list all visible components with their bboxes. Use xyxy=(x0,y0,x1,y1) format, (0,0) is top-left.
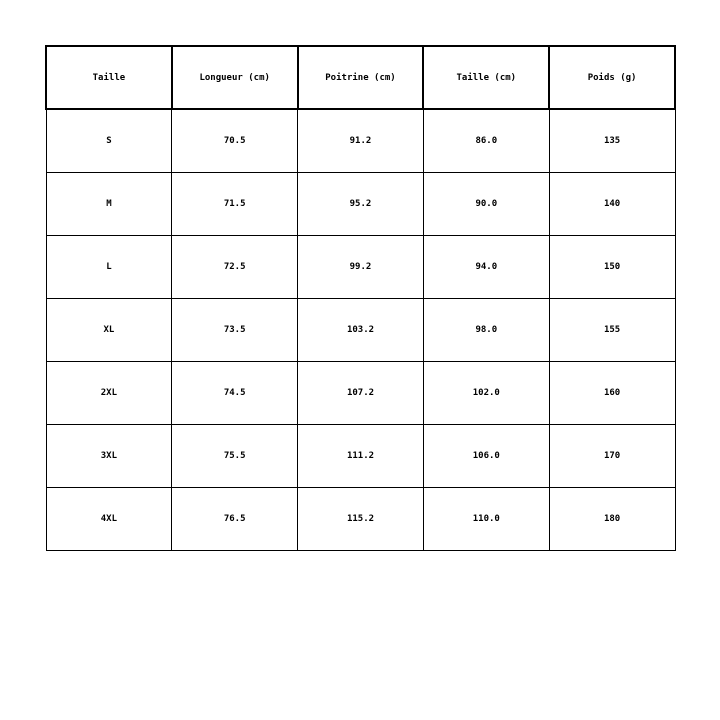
cell-chest: 107.2 xyxy=(298,362,424,425)
header-waist: Taille (cm) xyxy=(423,46,549,109)
header-size: Taille xyxy=(46,46,172,109)
table-row xyxy=(46,173,675,236)
header-row xyxy=(46,46,675,109)
cell-length: 71.5 xyxy=(172,173,298,236)
header-weight: Poids (g) xyxy=(549,46,675,109)
table-row xyxy=(46,236,675,299)
cell-waist: 86.0 xyxy=(423,109,549,173)
cell-waist: 106.0 xyxy=(423,425,549,488)
table-row xyxy=(46,362,675,425)
cell-length: 76.5 xyxy=(172,488,298,551)
cell-size: 4XL xyxy=(46,488,172,551)
cell-waist: 110.0 xyxy=(423,488,549,551)
cell-waist: 90.0 xyxy=(423,173,549,236)
cell-size: M xyxy=(46,173,172,236)
cell-weight: 150 xyxy=(549,236,675,299)
cell-chest: 115.2 xyxy=(298,488,424,551)
cell-size: XL xyxy=(46,299,172,362)
table-row xyxy=(46,488,675,551)
table-body xyxy=(46,109,675,551)
cell-chest: 91.2 xyxy=(298,109,424,173)
cell-chest: 111.2 xyxy=(298,425,424,488)
cell-weight: 155 xyxy=(549,299,675,362)
cell-length: 75.5 xyxy=(172,425,298,488)
cell-chest: 95.2 xyxy=(298,173,424,236)
cell-length: 72.5 xyxy=(172,236,298,299)
cell-weight: 140 xyxy=(549,173,675,236)
cell-weight: 135 xyxy=(549,109,675,173)
header-chest: Poitrine (cm) xyxy=(298,46,424,109)
cell-length: 74.5 xyxy=(172,362,298,425)
table-header xyxy=(46,46,675,109)
cell-length: 73.5 xyxy=(172,299,298,362)
cell-chest: 99.2 xyxy=(298,236,424,299)
cell-size: S xyxy=(46,109,172,173)
cell-weight: 180 xyxy=(549,488,675,551)
table-row xyxy=(46,425,675,488)
cell-size: 2XL xyxy=(46,362,172,425)
cell-chest: 103.2 xyxy=(298,299,424,362)
table-row xyxy=(46,109,675,173)
cell-size: 3XL xyxy=(46,425,172,488)
header-length: Longueur (cm) xyxy=(172,46,298,109)
cell-weight: 160 xyxy=(549,362,675,425)
table-row xyxy=(46,299,675,362)
cell-weight: 170 xyxy=(549,425,675,488)
cell-waist: 94.0 xyxy=(423,236,549,299)
cell-waist: 98.0 xyxy=(423,299,549,362)
cell-waist: 102.0 xyxy=(423,362,549,425)
cell-size: L xyxy=(46,236,172,299)
size-chart-table xyxy=(45,45,676,551)
cell-length: 70.5 xyxy=(172,109,298,173)
